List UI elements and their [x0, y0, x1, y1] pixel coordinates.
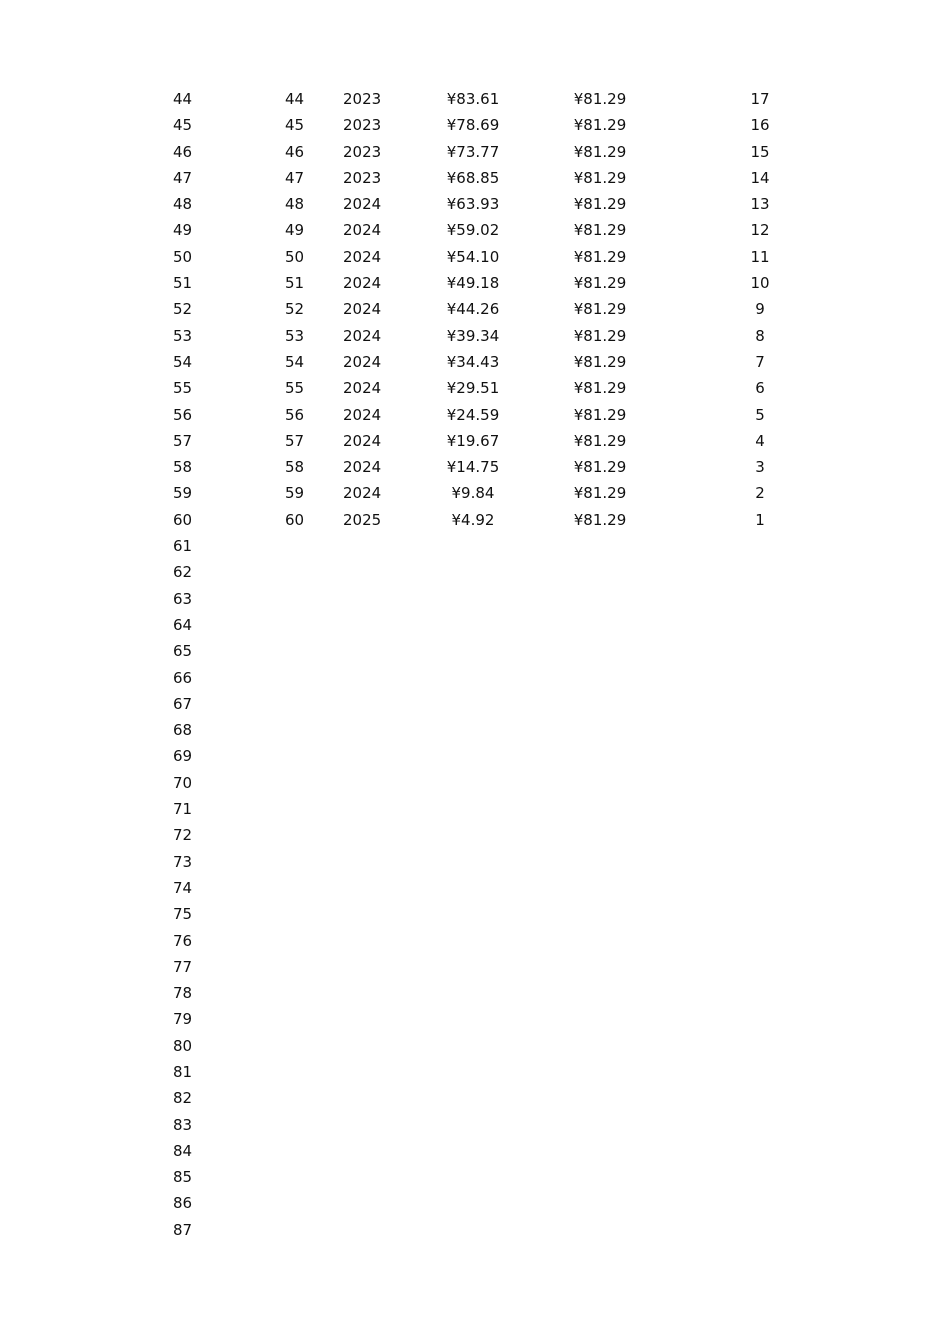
payment-cell: ¥81.29	[573, 168, 627, 187]
row-number-cell: 44	[173, 90, 193, 108]
row-number-cell: 74	[173, 878, 193, 897]
table-row	[0, 743, 950, 769]
amount-cell: ¥14.75	[446, 458, 500, 477]
period-cell: 59	[285, 484, 305, 503]
row-number-cell: 66	[173, 668, 193, 687]
payment-cell: ¥81.29	[573, 431, 627, 450]
row-number-cell: 47	[173, 168, 193, 187]
table-row	[0, 586, 950, 612]
amount-cell: ¥29.51	[446, 379, 500, 398]
table-row	[0, 638, 950, 664]
payment-cell: ¥81.29	[573, 116, 627, 135]
table-row	[0, 875, 950, 901]
table-row	[0, 1033, 950, 1059]
table-row	[0, 86, 950, 112]
payment-cell: ¥81.29	[573, 300, 627, 319]
remaining-cell: 11	[750, 247, 770, 266]
table-row	[0, 165, 950, 191]
year-cell: 2024	[343, 274, 382, 293]
row-number-cell: 65	[173, 642, 193, 661]
row-number-cell: 78	[173, 984, 193, 1003]
payment-cell: ¥81.29	[573, 142, 627, 161]
amount-cell: ¥59.02	[446, 221, 500, 240]
year-cell: 2023	[343, 142, 382, 161]
remaining-cell: 1	[755, 510, 765, 529]
table-row	[0, 270, 950, 296]
amount-cell: ¥49.18	[446, 274, 500, 293]
year-cell: 2024	[343, 326, 382, 345]
period-cell: 50	[285, 247, 305, 266]
period-cell: 46	[285, 142, 305, 161]
row-number-cell: 57	[173, 431, 193, 450]
year-cell: 2023	[343, 168, 382, 187]
year-cell: 2024	[343, 484, 382, 503]
row-number-cell: 82	[173, 1089, 193, 1108]
table-row	[0, 533, 950, 559]
payment-cell: ¥81.29	[573, 379, 627, 398]
year-cell: 2023	[343, 90, 382, 108]
table-row	[0, 349, 950, 375]
row-number-cell: 54	[173, 352, 193, 371]
remaining-cell: 2	[755, 484, 765, 503]
table-row	[0, 822, 950, 848]
table-row	[0, 980, 950, 1006]
row-number-cell: 83	[173, 1115, 193, 1134]
period-cell: 45	[285, 116, 305, 135]
table-row	[0, 796, 950, 822]
amount-cell: ¥4.92	[451, 510, 495, 529]
period-cell: 47	[285, 168, 305, 187]
year-cell: 2024	[343, 247, 382, 266]
table-row	[0, 1138, 950, 1164]
year-cell: 2024	[343, 352, 382, 371]
year-cell: 2024	[343, 405, 382, 424]
remaining-cell: 14	[750, 168, 770, 187]
year-cell: 2024	[343, 431, 382, 450]
table-row	[0, 1059, 950, 1085]
row-number-cell: 86	[173, 1194, 193, 1213]
row-number-cell: 70	[173, 773, 193, 792]
remaining-cell: 17	[750, 90, 770, 108]
schedule-table	[0, 86, 950, 1243]
row-number-cell: 60	[173, 510, 193, 529]
amount-cell: ¥54.10	[446, 247, 500, 266]
amount-cell: ¥78.69	[446, 116, 500, 135]
table-row	[0, 1164, 950, 1190]
row-number-cell: 61	[173, 537, 193, 556]
table-row	[0, 691, 950, 717]
amount-cell: ¥63.93	[446, 195, 500, 214]
table-row	[0, 428, 950, 454]
table-row	[0, 559, 950, 585]
remaining-cell: 5	[755, 405, 765, 424]
row-number-cell: 58	[173, 458, 193, 477]
period-cell: 49	[285, 221, 305, 240]
row-number-cell: 69	[173, 747, 193, 766]
row-number-cell: 55	[173, 379, 193, 398]
year-cell: 2024	[343, 379, 382, 398]
table-row	[0, 665, 950, 691]
row-number-cell: 45	[173, 116, 193, 135]
payment-cell: ¥81.29	[573, 221, 627, 240]
remaining-cell: 16	[750, 116, 770, 135]
payment-cell: ¥81.29	[573, 90, 627, 108]
amount-cell: ¥39.34	[446, 326, 500, 345]
remaining-cell: 12	[750, 221, 770, 240]
table-row	[0, 191, 950, 217]
table-row	[0, 1217, 950, 1243]
table-row	[0, 480, 950, 506]
payment-cell: ¥81.29	[573, 352, 627, 371]
row-number-cell: 64	[173, 615, 193, 634]
row-number-cell: 85	[173, 1168, 193, 1187]
payment-cell: ¥81.29	[573, 405, 627, 424]
row-number-cell: 81	[173, 1062, 193, 1081]
row-number-cell: 84	[173, 1141, 193, 1160]
period-cell: 54	[285, 352, 305, 371]
period-cell: 56	[285, 405, 305, 424]
remaining-cell: 4	[755, 431, 765, 450]
period-cell: 57	[285, 431, 305, 450]
payment-cell: ¥81.29	[573, 274, 627, 293]
payment-cell: ¥81.29	[573, 510, 627, 529]
amount-cell: ¥34.43	[446, 352, 500, 371]
row-number-cell: 56	[173, 405, 193, 424]
remaining-cell: 6	[755, 379, 765, 398]
table-row	[0, 323, 950, 349]
table-row	[0, 1085, 950, 1111]
row-number-cell: 49	[173, 221, 193, 240]
row-number-cell: 52	[173, 300, 193, 319]
remaining-cell: 3	[755, 458, 765, 477]
remaining-cell: 10	[750, 274, 770, 293]
payment-cell: ¥81.29	[573, 458, 627, 477]
payment-cell: ¥81.29	[573, 247, 627, 266]
payment-cell: ¥81.29	[573, 195, 627, 214]
year-cell: 2024	[343, 195, 382, 214]
period-cell: 55	[285, 379, 305, 398]
period-cell: 58	[285, 458, 305, 477]
table-row	[0, 217, 950, 243]
period-cell: 52	[285, 300, 305, 319]
row-number-cell: 63	[173, 589, 193, 608]
table-row	[0, 296, 950, 322]
table-row	[0, 375, 950, 401]
amount-cell: ¥68.85	[446, 168, 500, 187]
payment-cell: ¥81.29	[573, 484, 627, 503]
year-cell: 2024	[343, 300, 382, 319]
row-number-cell: 67	[173, 694, 193, 713]
row-number-cell: 68	[173, 721, 193, 740]
row-number-cell: 53	[173, 326, 193, 345]
period-cell: 44	[285, 90, 305, 108]
table-row	[0, 928, 950, 954]
row-number-cell: 79	[173, 1010, 193, 1029]
remaining-cell: 15	[750, 142, 770, 161]
row-number-cell: 62	[173, 563, 193, 582]
row-number-cell: 75	[173, 905, 193, 924]
period-cell: 60	[285, 510, 305, 529]
remaining-cell: 8	[755, 326, 765, 345]
row-number-cell: 48	[173, 195, 193, 214]
amount-cell: ¥9.84	[451, 484, 495, 503]
table-row	[0, 402, 950, 428]
table-row	[0, 1112, 950, 1138]
amount-cell: ¥24.59	[446, 405, 500, 424]
table-row	[0, 112, 950, 138]
year-cell: 2023	[343, 116, 382, 135]
payment-cell: ¥81.29	[573, 326, 627, 345]
table-row	[0, 849, 950, 875]
period-cell: 48	[285, 195, 305, 214]
table-row	[0, 507, 950, 533]
row-number-cell: 73	[173, 852, 193, 871]
table-row	[0, 770, 950, 796]
year-cell: 2025	[343, 510, 382, 529]
row-number-cell: 80	[173, 1036, 193, 1055]
row-number-cell: 77	[173, 957, 193, 976]
table-row	[0, 1190, 950, 1216]
table-row	[0, 901, 950, 927]
period-cell: 53	[285, 326, 305, 345]
row-number-cell: 51	[173, 274, 193, 293]
table-row	[0, 1006, 950, 1032]
remaining-cell: 9	[755, 300, 765, 319]
amount-cell: ¥73.77	[446, 142, 500, 161]
remaining-cell: 7	[755, 352, 765, 371]
table-row	[0, 954, 950, 980]
table-row	[0, 454, 950, 480]
table-row	[0, 717, 950, 743]
amount-cell: ¥19.67	[446, 431, 500, 450]
row-number-cell: 71	[173, 800, 193, 819]
year-cell: 2024	[343, 458, 382, 477]
amount-cell: ¥44.26	[446, 300, 500, 319]
period-cell: 51	[285, 274, 305, 293]
row-number-cell: 87	[173, 1220, 193, 1239]
table-row	[0, 612, 950, 638]
row-number-cell: 76	[173, 931, 193, 950]
amount-cell: ¥83.61	[446, 90, 500, 108]
row-number-cell: 50	[173, 247, 193, 266]
row-number-cell: 46	[173, 142, 193, 161]
table-row	[0, 139, 950, 165]
row-number-cell: 72	[173, 826, 193, 845]
table-row	[0, 244, 950, 270]
remaining-cell: 13	[750, 195, 770, 214]
row-number-cell: 59	[173, 484, 193, 503]
year-cell: 2024	[343, 221, 382, 240]
